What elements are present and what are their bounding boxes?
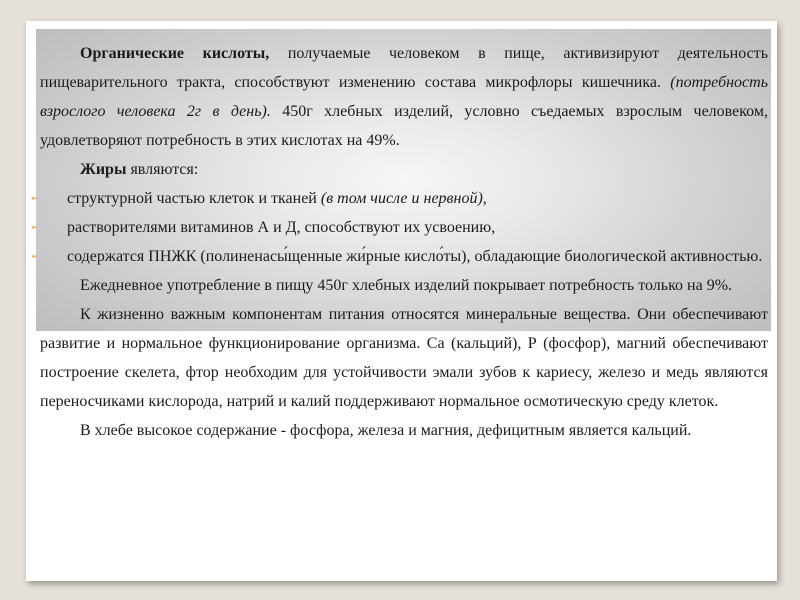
- minerals-paragraph: К жизненно важным компонентам питания относятся минеральные вещества. Они обеспечивают развитие и нормальное функционирование организма. Са (кальций), Р (фосфор), магний обеспечивают построение скелета, фтор необходим для устойчивости эмали зубов к кариесу, железо и медь являются переносчиками кислорода, натрий и калий поддерживают нормальное осмотическую среду клеток.: [40, 306, 768, 410]
- organic-acids-text-1: получаемые человеком в пище, активизируют деятельность пищеварительного тракта, способствуют изменению состава микрофлоры кишечника.: [40, 45, 768, 91]
- organic-acids-requirement: (потребность взрослого человека 2г в день).: [40, 74, 768, 120]
- fats-heading: Жиры: [80, 161, 127, 178]
- bread-fats-paragraph: Ежедневное употребление в пищу 450г хлебных изделий покрывает потребность только на 9%.: [80, 277, 733, 294]
- bullet-text: структурной частью клеток и тканей: [67, 190, 321, 207]
- organic-acids-paragraph: [40, 39, 768, 155]
- fats-bullet-1: [40, 184, 768, 213]
- fats-intro-text: являются:: [126, 161, 199, 178]
- slide: [26, 21, 777, 581]
- slide-content: [40, 39, 768, 445]
- bullet-text: содержатся ПНЖК (полиненасы́щенные жи́рные кисло́ты), обладающие биологической активностью.: [67, 248, 763, 265]
- fats-bullet-2: [40, 213, 768, 242]
- bullet-italic: (в том числе и нервной): [320, 190, 483, 207]
- bullet-tail: ,: [482, 190, 487, 207]
- bread-minerals-paragraph: В хлебе высокое содержание - фосфора, железа и магния, дефицитным является кальций.: [80, 422, 692, 439]
- fats-paragraph: [40, 155, 768, 184]
- fats-bullet-3: [40, 242, 768, 271]
- bullet-text: растворителями витаминов А и Д, способствуют их усвоению,: [67, 219, 496, 236]
- organic-acids-heading: Органические кислоты,: [80, 45, 270, 62]
- organic-acids-text-2: 450г хлебных изделий, условно съедаемых взрослым человеком, удовлетворяют потребность в этих кислотах на 49%.: [40, 103, 768, 149]
